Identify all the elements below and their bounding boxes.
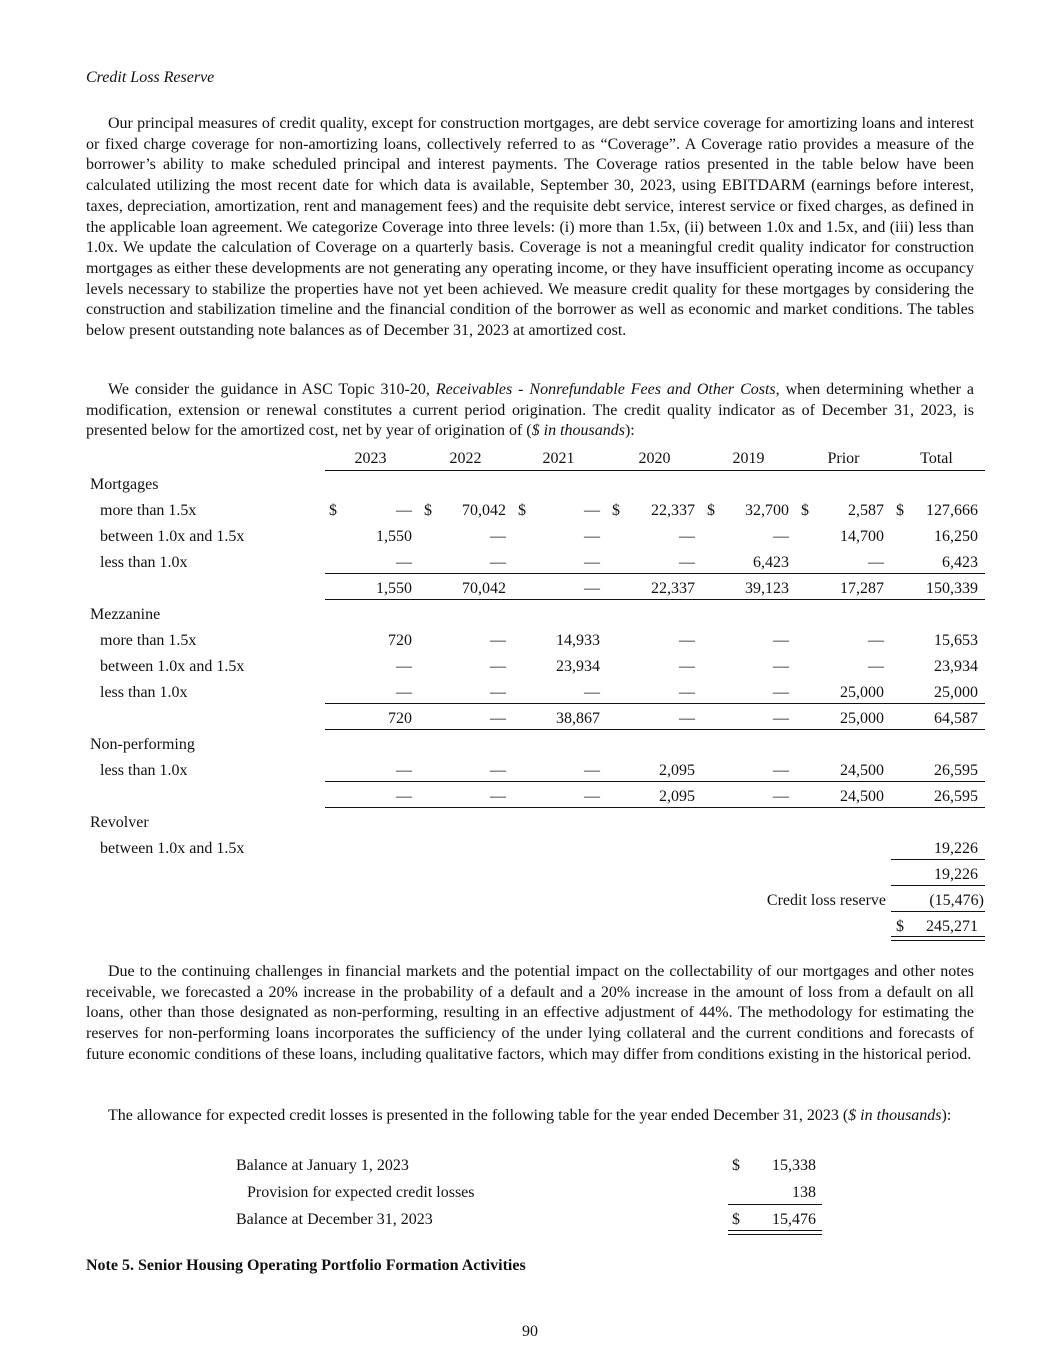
double-rule xyxy=(728,1230,822,1235)
cell: — xyxy=(396,684,412,701)
paragraph-allowance-intro: The allowance for expected credit losses is presented in the following table for the year ended December 31, 2023 ($ in thousands): xyxy=(108,1107,952,1124)
section-heading: Credit Loss Reserve xyxy=(86,69,215,86)
column-header: 2022 xyxy=(449,450,482,467)
cell: 17,287 xyxy=(840,580,884,597)
cell: — xyxy=(679,632,695,649)
table-row xyxy=(86,682,986,708)
cell: 138 xyxy=(792,1184,816,1201)
row-label: less than 1.0x xyxy=(100,684,188,701)
cell: 24,500 xyxy=(840,788,884,805)
cell: — xyxy=(490,658,506,675)
dollar-sign: $ xyxy=(896,918,904,935)
table-row xyxy=(86,1155,986,1181)
cell: 70,042 xyxy=(462,580,506,597)
group-header-row xyxy=(86,474,986,500)
subtotal-rule xyxy=(325,703,985,704)
cell: — xyxy=(773,658,789,675)
cell: 720 xyxy=(388,632,412,649)
table-row xyxy=(86,1182,986,1208)
cell: — xyxy=(490,788,506,805)
cell: 38,867 xyxy=(556,710,600,727)
row-label: Balance at December 31, 2023 xyxy=(236,1211,433,1228)
row-label: between 1.0x and 1.5x xyxy=(100,658,245,675)
subtotal-bottom-rule xyxy=(325,599,985,600)
dollar-sign: $ xyxy=(732,1157,740,1174)
cell: — xyxy=(679,528,695,545)
dollar-sign: $ xyxy=(896,502,904,519)
row-label: less than 1.0x xyxy=(100,762,188,779)
cell: 127,666 xyxy=(926,502,978,519)
dollar-sign: $ xyxy=(612,502,620,519)
grand-total-row xyxy=(86,916,986,942)
cell: — xyxy=(490,632,506,649)
cell: — xyxy=(773,632,789,649)
cell: — xyxy=(584,528,600,545)
cell: — xyxy=(679,710,695,727)
cell: — xyxy=(868,658,884,675)
table-row xyxy=(86,552,986,578)
group-header-row xyxy=(86,604,986,630)
cell: 14,700 xyxy=(840,528,884,545)
cell: (15,476) xyxy=(929,892,984,909)
credit-loss-reserve-label: Credit loss reserve xyxy=(766,892,886,909)
cell: 19,226 xyxy=(934,840,978,857)
cell: — xyxy=(584,580,600,597)
column-header: Total xyxy=(920,450,953,467)
cell: 1,550 xyxy=(376,580,412,597)
table-row xyxy=(86,838,986,864)
total-rule xyxy=(891,911,985,912)
cell: — xyxy=(584,502,600,519)
cell: 22,337 xyxy=(651,502,695,519)
cell: — xyxy=(868,554,884,571)
cell: 70,042 xyxy=(462,502,506,519)
dollar-sign: $ xyxy=(424,502,432,519)
paragraph-forecast-adjustment: Due to the continuing challenges in financial markets and the potential impact on the collectability of our mortgages and other notes receivable, we forecasted a 20% increase in the probability of a default and a 20% increase in the amount of loss from a default on all loans, other than those designated as non-performing, resulting in an effective adjustment of 44%. The methodology for estimating the reserves for non-performing loans incorporates the sufficiency of the under lying collateral and the current conditions and forecasts of future economic conditions of these loans, including qualitative factors, which may differ from conditions existing in the historical period. xyxy=(86,963,974,1063)
cell: 26,595 xyxy=(934,788,978,805)
cell: 6,423 xyxy=(942,554,978,571)
subtotal-bottom-rule xyxy=(325,729,985,730)
row-label: Provision for expected credit losses xyxy=(247,1184,475,1201)
cell: — xyxy=(490,762,506,779)
cell: — xyxy=(396,658,412,675)
cell: 26,595 xyxy=(934,762,978,779)
cell: 25,000 xyxy=(934,684,978,701)
cell: 64,587 xyxy=(934,710,978,727)
group-header-row xyxy=(86,812,986,838)
cell: 15,476 xyxy=(772,1211,816,1228)
group-label: Non-performing xyxy=(90,736,195,753)
header-rule xyxy=(325,470,985,471)
cell: 25,000 xyxy=(840,710,884,727)
cell: — xyxy=(490,710,506,727)
cell: — xyxy=(773,684,789,701)
subtotal-bottom-rule xyxy=(325,807,985,808)
dollar-sign: $ xyxy=(707,502,715,519)
dollar-sign: $ xyxy=(732,1211,740,1228)
column-header: 2019 xyxy=(732,450,765,467)
cell: 1,550 xyxy=(376,528,412,545)
column-header: 2020 xyxy=(638,450,671,467)
group-label: Mortgages xyxy=(90,476,159,493)
credit-loss-reserve-row xyxy=(86,890,986,916)
cell: 720 xyxy=(388,710,412,727)
cell: 19,226 xyxy=(934,866,978,883)
subtotal-row xyxy=(86,708,986,734)
subtotal-row xyxy=(86,578,986,604)
cell: — xyxy=(584,554,600,571)
dollar-sign: $ xyxy=(801,502,809,519)
cell: — xyxy=(490,684,506,701)
paragraph-coverage-description: Our principal measures of credit quality, except for construction mortgages, are debt service coverage for amortizing loans and interest or fixed charge coverage for non-amortizing loans, collectively referred to as “Coverage”. A Coverage ratio provides a measure of the borrower’s ability to make scheduled principal and interest payments. The Coverage ratios presented in the table below have been calculated utilizing the most recent date for which data is available, September 30, 2023, using EBITDARM (earnings before interest, taxes, depreciation, amortization, rent and management fees) and the requisite debt service, interest service or fixed charges, as defined in the applicable loan agreement. We categorize Coverage into three levels: (i) more than 1.5x, (ii) between 1.0x and 1.5x, and (iii) less than 1.0x. We update the calculation of Coverage on a quarterly basis. Coverage is not a meaningful credit quality indicator for construction mortgages as either these developments are not generating any operating income, or they have insufficient operating income as occupancy levels necessary to stabilize the properties have not yet been achieved. We measure credit quality for these mortgages by considering the construction and stabilization timeline and the financial condition of the borrower as well as economic and market conditions. The tables below present outstanding note balances as of December 31, 2023 at amortized cost. xyxy=(86,115,974,340)
cell: 24,500 xyxy=(840,762,884,779)
row-label: more than 1.5x xyxy=(100,632,197,649)
cell: — xyxy=(773,710,789,727)
row-label: between 1.0x and 1.5x xyxy=(100,840,245,857)
subtotal-rule xyxy=(325,573,985,574)
cell: 23,934 xyxy=(556,658,600,675)
row-label: between 1.0x and 1.5x xyxy=(100,528,245,545)
cell: 22,337 xyxy=(651,580,695,597)
dollar-sign: $ xyxy=(518,502,526,519)
cell: — xyxy=(396,502,412,519)
subtotal-rule xyxy=(891,859,985,860)
note-heading: Note 5. Senior Housing Operating Portfolio Formation Activities xyxy=(86,1257,526,1274)
cell: — xyxy=(679,684,695,701)
cell: 150,339 xyxy=(926,580,978,597)
row-label: less than 1.0x xyxy=(100,554,188,571)
cell: — xyxy=(396,788,412,805)
table-row xyxy=(86,760,986,786)
group-label: Mezzanine xyxy=(90,606,161,623)
subtotal-rule xyxy=(325,781,985,782)
row-label: more than 1.5x xyxy=(100,502,197,519)
cell: — xyxy=(773,788,789,805)
subtotal-row xyxy=(86,786,986,812)
cell: — xyxy=(490,554,506,571)
page-number: 90 xyxy=(522,1323,538,1340)
column-header: Prior xyxy=(827,450,860,467)
column-header: 2021 xyxy=(542,450,575,467)
cell: — xyxy=(868,632,884,649)
cell: 6,423 xyxy=(753,554,789,571)
table-row xyxy=(86,630,986,656)
column-header: 2023 xyxy=(354,450,387,467)
double-rule xyxy=(891,936,985,941)
cell: 2,587 xyxy=(848,502,884,519)
cell: 16,250 xyxy=(934,528,978,545)
subtotal-row xyxy=(86,864,986,890)
cell: 32,700 xyxy=(745,502,789,519)
grand-total-value: 245,271 xyxy=(926,918,978,935)
cell: — xyxy=(396,762,412,779)
table-row xyxy=(86,526,986,552)
cell: 25,000 xyxy=(840,684,884,701)
table-row xyxy=(86,500,986,526)
cell: — xyxy=(773,528,789,545)
cell: 15,338 xyxy=(772,1157,816,1174)
dollar-sign: $ xyxy=(329,502,337,519)
total-row xyxy=(86,1209,986,1235)
cell: — xyxy=(584,684,600,701)
cell: 23,934 xyxy=(934,658,978,675)
cell: — xyxy=(773,762,789,779)
cell: — xyxy=(584,762,600,779)
subtotal-rule xyxy=(728,1204,822,1205)
subtotal-bottom-rule xyxy=(891,885,985,886)
cell: 2,095 xyxy=(659,762,695,779)
cell: — xyxy=(679,658,695,675)
cell: 2,095 xyxy=(659,788,695,805)
cell: 14,933 xyxy=(556,632,600,649)
row-label: Balance at January 1, 2023 xyxy=(236,1157,409,1174)
cell: — xyxy=(396,554,412,571)
cell: — xyxy=(584,788,600,805)
cell: 39,123 xyxy=(745,580,789,597)
group-header-row xyxy=(86,734,986,760)
cell: — xyxy=(490,528,506,545)
paragraph-asc-guidance: We consider the guidance in ASC Topic 310-20, Receivables - Nonrefundable Fees and Other Costs, when determining whether a modification, extension or renewal constitutes a current period origination. The credit quality indicator as of December 31, 2023, is presented below for the amortized cost, net by year of origination of ($ in thousands): xyxy=(86,381,974,440)
cell: — xyxy=(679,554,695,571)
cell: 15,653 xyxy=(934,632,978,649)
group-label: Revolver xyxy=(90,814,149,831)
table-row xyxy=(86,656,986,682)
